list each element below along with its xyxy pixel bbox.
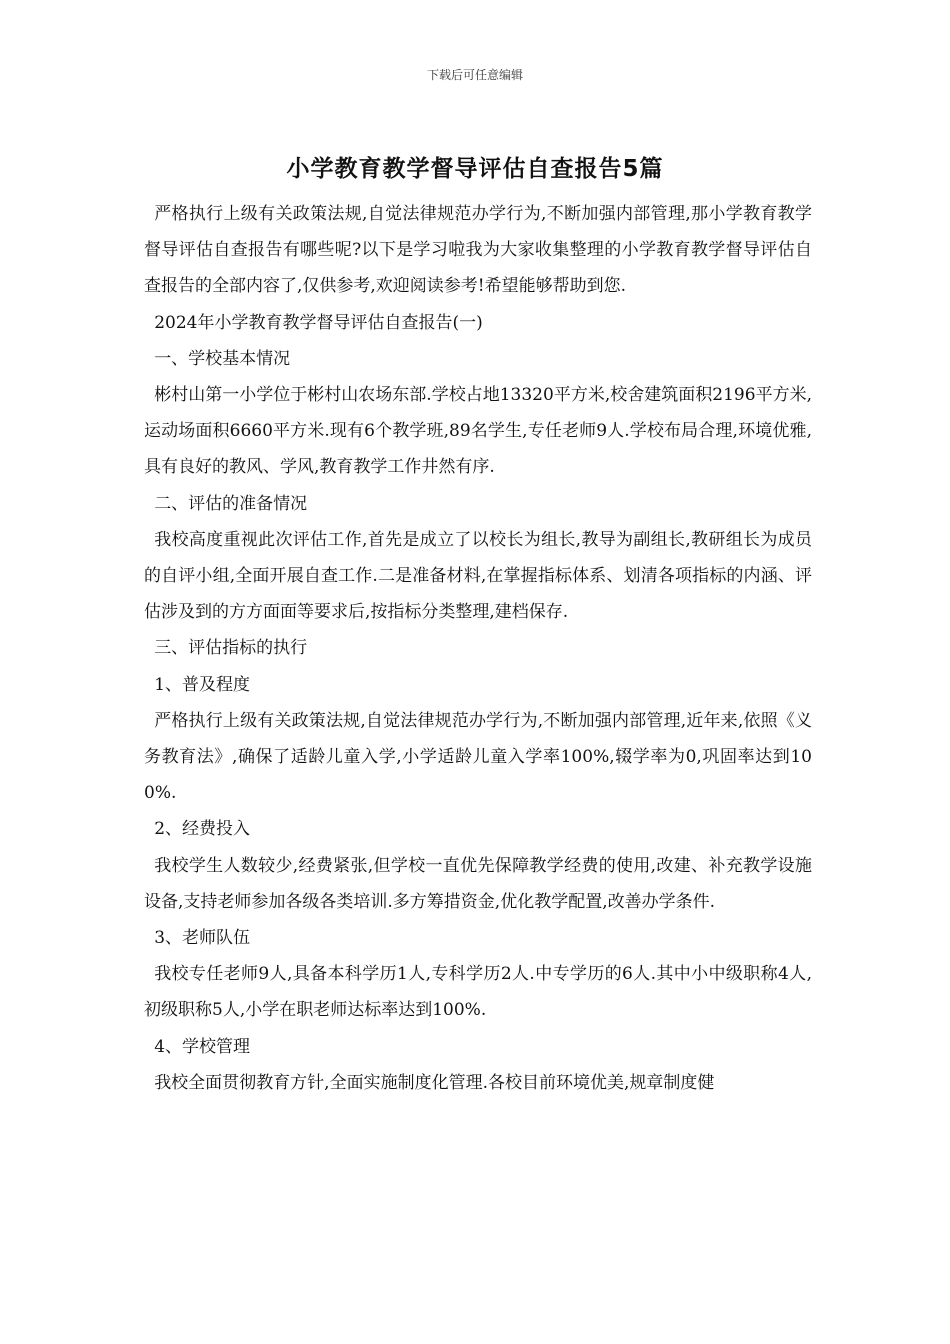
section-heading: 二、评估的准备情况 xyxy=(154,493,308,514)
document-body xyxy=(144,196,812,1101)
paragraph: 我校专任老师9人,具备本科学历1人,专科学历2人.中专学历的6人.其中小中级职称4人,初级职称5人,小学在职老师达标率达到100%. xyxy=(144,964,812,1021)
subsection-heading: 4、学校管理 xyxy=(154,1036,251,1057)
paragraph: 我校高度重视此次评估工作,首先是成立了以校长为组长,教导为副组长,教研组长为成员的自评小组,全面开展自查工作.二是准备材料,在掌握指标体系、划清各项指标的内涵、评估涉及到的方方面面等要求后,按指标分类整理,建档保存. xyxy=(144,529,812,623)
document-title: 小学教育教学督导评估自查报告5篇 xyxy=(286,156,664,182)
paragraph: 严格执行上级有关政策法规,自觉法律规范办学行为,不断加强内部管理,近年来,依照《义务教育法》,确保了适龄儿童入学,小学适龄儿童入学率100%,辍学率为0,巩固率达到100%. xyxy=(144,710,812,804)
subsection-heading: 3、老师队伍 xyxy=(154,928,251,949)
report-heading: 2024年小学教育教学督导评估自查报告(一) xyxy=(154,312,483,333)
subsection-heading: 2、经费投入 xyxy=(154,819,251,840)
section-heading: 三、评估指标的执行 xyxy=(154,638,308,659)
header-note: 下载后可任意编辑 xyxy=(426,68,523,82)
section-heading: 一、学校基本情况 xyxy=(154,348,291,369)
subsection-heading: 1、普及程度 xyxy=(154,674,251,695)
paragraph-intro: 严格执行上级有关政策法规,自觉法律规范办学行为,不断加强内部管理,那小学教育教学督导评估自查报告有哪些呢?以下是学习啦我为大家收集整理的小学教育教学督导评估自查报告的全部内容了,仅供参考,欢迎阅读参考!希望能够帮助到您. xyxy=(144,204,812,297)
paragraph: 我校全面贯彻教育方针,全面实施制度化管理.各校目前环境优美,规章制度健 xyxy=(154,1072,715,1093)
paragraph: 我校学生人数较少,经费紧张,但学校一直优先保障教学经费的使用,改建、补充教学设施设备,支持老师参加各级各类培训.多方筹措资金,优化教学配置,改善办学条件. xyxy=(144,855,812,912)
paragraph: 彬村山第一小学位于彬村山农场东部.学校占地13320平方米,校舍建筑面积2196平方米,运动场面积6660平方米.现有6个教学班,89名学生,专任老师9人.学校布局合理,环境优雅,具有良好的教风、学风,教育教学工作井然有序. xyxy=(144,385,812,478)
